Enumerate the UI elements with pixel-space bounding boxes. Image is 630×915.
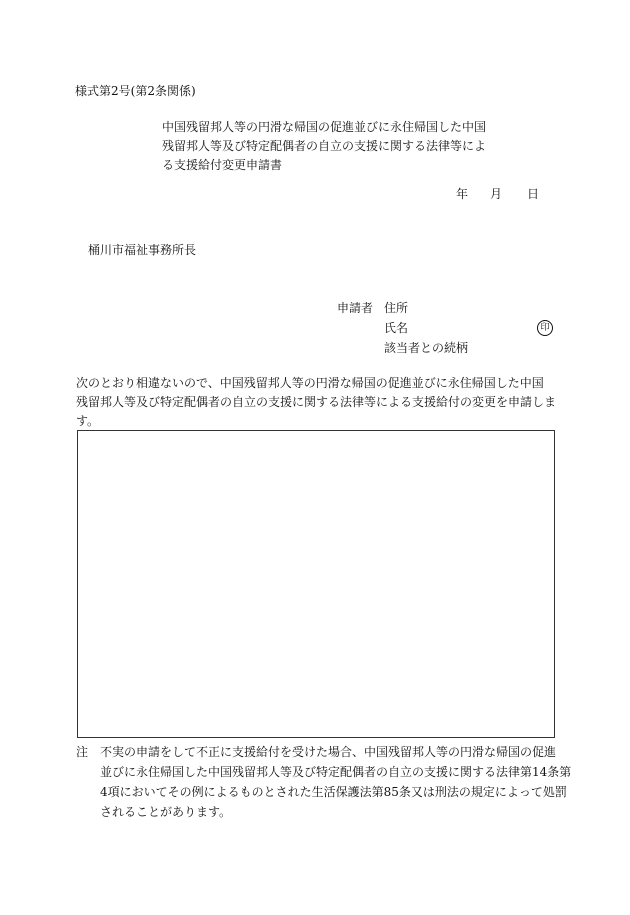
seal-icon: 印	[537, 320, 553, 336]
addressee: 桶川市福祉事務所長	[88, 243, 197, 257]
date-day-label: 日	[527, 187, 540, 201]
form-title-line: る支援給付変更申請書	[162, 158, 283, 172]
statement-line: 次のとおり相違ないので、中国残留邦人等の円滑な帰国の促進並びに永住帰国した中国	[76, 376, 544, 390]
address-label: 住所	[384, 301, 409, 315]
form-number: 様式第2号(第2条関係)	[75, 84, 196, 98]
relation-label: 該当者との続柄	[384, 341, 469, 355]
name-label: 氏名	[384, 321, 409, 335]
note-line	[76, 742, 566, 762]
form-title-line: 中国残留邦人等の円滑な帰国の促進並びに永住帰国した中国	[162, 120, 487, 134]
note-line: 並びに永住帰国した中国残留邦人等及び特定配偶者の自立の支援に関する法律第14条第	[100, 765, 572, 779]
note	[76, 742, 572, 822]
form-title	[162, 118, 492, 175]
note-text: 不実の申請をして不正に支援給付を受けた場合、中国残留邦人等の円滑な帰国の促進	[100, 745, 557, 759]
statement-line: す。	[76, 414, 100, 428]
note-mark: 注	[76, 745, 89, 759]
note-line: されることがあります。	[100, 805, 232, 819]
form-title-line: 残留邦人等及び特定配偶者の自立の支援に関する法律等によ	[162, 139, 487, 153]
change-details-box[interactable]	[77, 430, 555, 738]
note-line: 4項においてその例によるものとされた生活保護法第85条又は刑法の規定によって処罰	[100, 785, 567, 799]
date-year-label: 年	[456, 187, 469, 201]
statement-line: 残留邦人等及び特定配偶者の自立の支援に関する法律等による支援給付の変更を申請しま	[76, 395, 557, 409]
applicant-label: 申請者	[337, 301, 374, 315]
date-month-label: 月	[490, 187, 503, 201]
application-statement	[76, 374, 566, 431]
